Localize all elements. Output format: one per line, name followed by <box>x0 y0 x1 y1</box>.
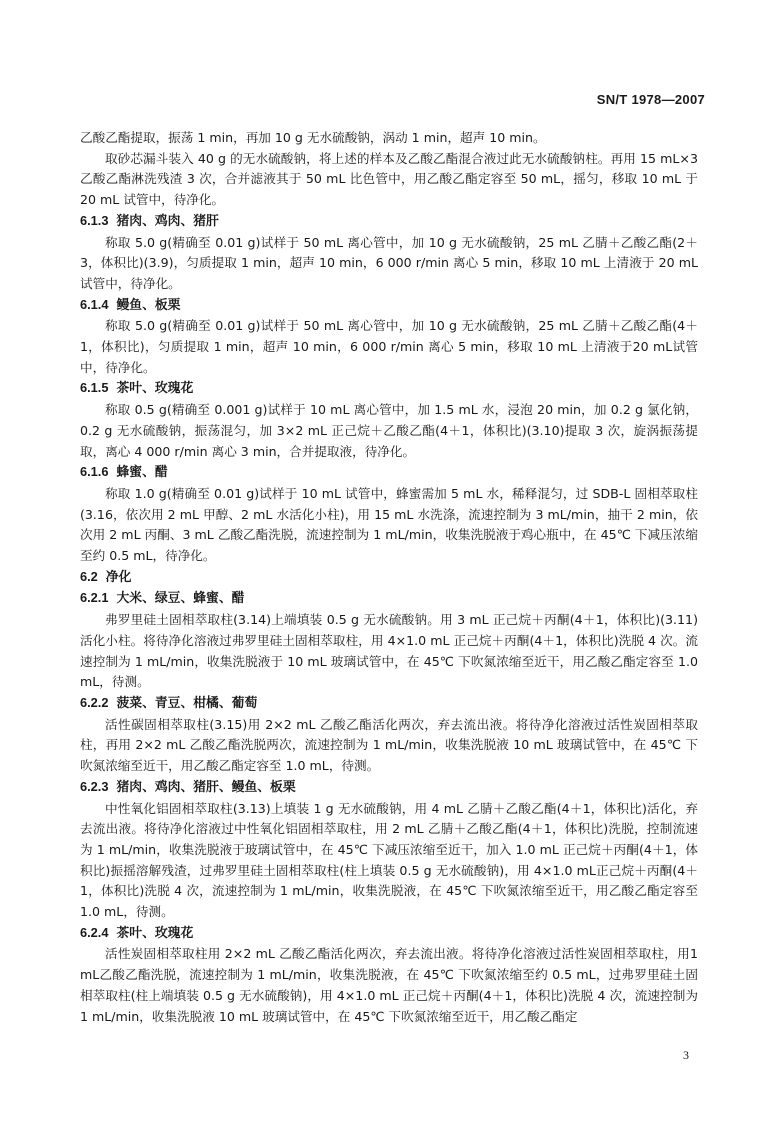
section-number: 6.1.3 <box>80 212 109 228</box>
section-heading <box>80 693 698 715</box>
section-number: 6.1.5 <box>80 380 109 396</box>
section-number: 6.2.1 <box>80 590 109 606</box>
section-heading <box>80 588 698 610</box>
section-title: 菠菜、青豆、柑橘、葡萄 <box>116 695 258 711</box>
section-title: 猪肉、鸡肉、猪肝、鳗鱼、板栗 <box>116 779 296 795</box>
page-number: 3 <box>683 1048 689 1062</box>
section-number: 6.1.4 <box>80 296 109 312</box>
section-title: 蜂蜜、醋 <box>116 465 168 481</box>
section-heading <box>80 211 698 233</box>
section-title: 鳗鱼、板栗 <box>116 297 181 313</box>
body-paragraph: 取砂芯漏斗装入 40 g 的无水硫酸钠，将上述的样本及乙酸乙酯混合液过此无水硫酸钠柱。再用 15 mL×3 乙酸乙酯淋洗残渣 3 次，合并滤液其于 50 mL 比色管中，用乙酸乙酯定容至 50 mL，摇匀，移取 10 mL 于 20 mL 试管中，待净化。 <box>80 150 698 208</box>
body-paragraph: 称取 0.5 g(精确至 0.001 g)试样于 10 mL 离心管中，加 1.5 mL 水，浸泡 20 min，加 0.2 g 氯化钠，0.2 g 无水硫酸钠，振荡混匀，加 3×2 mL 正己烷＋乙酸乙酯(4＋1，体积比)(3.10)提取 3 次，旋涡振荡提取，离心 4 000 r/min 离心 3 min，合并提取液，待净化。 <box>80 402 698 459</box>
section-title: 猪肉、鸡肉、猪肝 <box>116 213 219 229</box>
section-title: 大米、绿豆、蜂蜜、醋 <box>116 591 245 607</box>
section-number: 6.2.4 <box>80 924 109 940</box>
section-number: 6.2 <box>80 568 98 584</box>
document-body <box>80 128 698 1027</box>
body-paragraph: 乙酸乙酯提取，振荡 1 min，再加 10 g 无水硫酸钠，涡动 1 min，超声 10 min。 <box>80 130 546 145</box>
section-heading <box>80 462 698 484</box>
body-paragraph: 弗罗里硅土固相萃取柱(3.14)上端填装 0.5 g 无水硫酸钠。用 3 mL 正己烷＋丙酮(4＋1，体积比)(3.11)活化小柱。将待净化溶液过弗罗里硅土固相萃取柱，用 4×1.0 mL 正己烷＋丙酮(4＋1，体积比)洗脱 4 次。流速控制为 1 mL/min，收集洗脱液于 10 mL 玻璃试管中，在 45℃ 下吹氮浓缩至近干，用乙酸乙酯定容至 1.0 mL，待测。 <box>80 612 698 690</box>
section-title: 茶叶、玫瑰花 <box>116 925 194 941</box>
section-number: 6.2.3 <box>80 778 109 794</box>
document-code-header: SN/T 1978—2007 <box>596 92 705 107</box>
body-paragraph: 称取 1.0 g(精确至 0.01 g)试样于 10 mL 试管中，蜂蜜需加 5 mL 水，稀释混匀，过 SDB-L 固相萃取柱(3.16，依次用 2 mL 甲醇、2 mL 水活化小柱)，用 15 mL 水洗涤，流速控制为 3 mL/min，抽干 2 min，依次用 2 mL 丙酮、3 mL 乙酸乙酯洗脱，流速控制为 1 mL/min，收集洗脱液于鸡心瓶中，在 45℃ 下减压浓缩至约 0.5 mL，待净化。 <box>80 485 698 564</box>
section-title: 茶叶、玫瑰花 <box>116 381 194 397</box>
section-heading <box>80 567 698 589</box>
body-paragraph: 称取 5.0 g(精确至 0.01 g)试样于 50 mL 离心管中，加 10 g 无水硫酸钠，25 mL 乙腈＋乙酸乙酯(2＋3，体积比)(3.9)，匀质提取 1 min，超声 10 min，6 000 r/min 离心 5 min，移取 10 mL 上清液于 20 mL试管中，待净化。 <box>80 234 698 291</box>
body-paragraph: 活性碳固相萃取柱(3.15)用 2×2 mL 乙酸乙酯活化两次，弃去流出液。将待净化溶液过活性炭固相萃取柱，再用 2×2 mL 乙酸乙酯洗脱两次，流速控制为 1 mL/min，收集洗脱液 10 mL 玻璃试管中，在 45℃ 下吹氮浓缩至近干，用乙酸乙酯定容至 1.0 mL，待测。 <box>80 716 698 774</box>
body-paragraph: 活性炭固相萃取柱用 2×2 mL 乙酸乙酯活化两次，弃去流出液。将待净化溶液过活性炭固相萃取柱，用1 mL乙酸乙酯洗脱，流速控制为 1 mL/min，收集洗脱液，在 45℃ 下吹氮浓缩至约 0.5 mL，过弗罗里硅土固相萃取柱(柱上端填装 0.5 g 无水硫酸钠)，用 4×1.0 mL 正己烷＋丙酮(4＋1，体积比)洗脱 4 次，流速控制为 1 mL/min，收集洗脱液 10 mL 玻璃试管中，在 45℃ 下吹氮浓缩至近干，用乙酸乙酯定 <box>80 946 698 1024</box>
section-heading <box>80 777 698 799</box>
body-paragraph: 称取 5.0 g(精确至 0.01 g)试样于 50 mL 离心管中，加 10 g 无水硫酸钠，25 mL 乙腈＋乙酸乙酯(4＋1，体积比)，匀质提取 1 min，超声 10 min，6 000 r/min 离心 5 min，移取 10 mL 上清液于20 mL试管中，待净化。 <box>80 318 698 375</box>
section-number: 6.1.6 <box>80 464 109 480</box>
section-heading <box>80 923 698 945</box>
section-title: 净化 <box>105 569 132 585</box>
body-paragraph: 中性氧化铝固相萃取柱(3.13)上填装 1 g 无水硫酸钠，用 4 mL 乙腈＋乙酸乙酯(4＋1，体积比)活化，弃去流出液。将待净化溶液过中性氧化铝固相萃取柱，用 2 mL 乙腈＋乙酸乙酯(4＋1，体积比)洗脱，控制流速为 1 mL/min，收集洗脱液于玻璃试管中，在 45℃ 下减压浓缩至近干，加入 1.0 mL 正己烷＋丙酮(4＋1，体积比)振摇溶解残渣，过弗罗里硅土固相萃取柱(柱上填装 0.5 g 无水硫酸钠)，用 4×1.0 mL正己烷＋丙酮(4＋1，体积比)洗脱 4 次，流速控制为 1 mL/min，收集洗脱液，在 45℃ 下吹氮浓缩至近干，用乙酸乙酯定容至 1.0 mL，待测。 <box>80 800 698 920</box>
section-heading <box>80 378 698 400</box>
section-number: 6.2.2 <box>80 694 109 710</box>
section-heading <box>80 295 698 317</box>
